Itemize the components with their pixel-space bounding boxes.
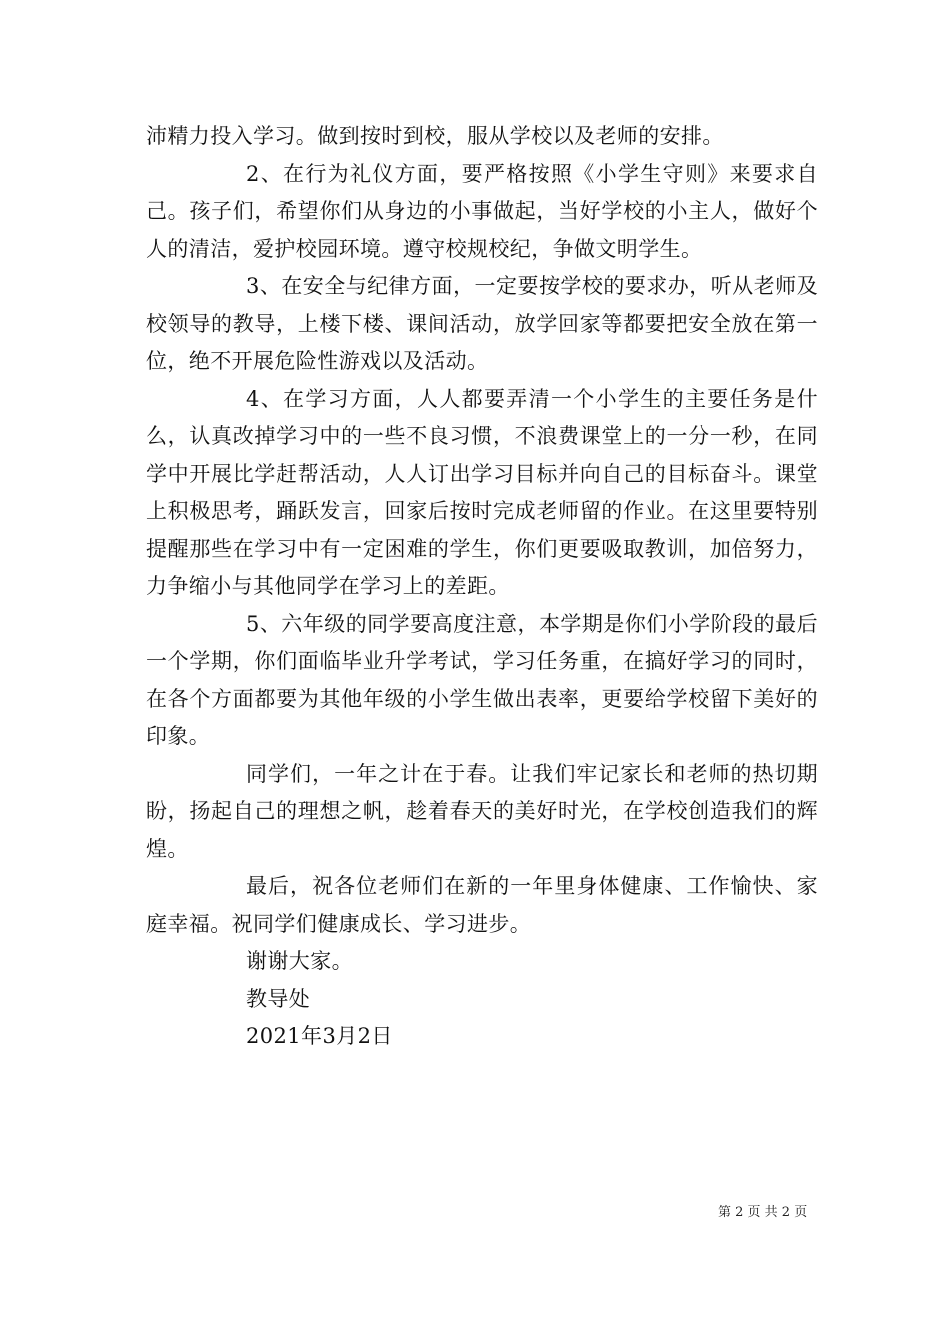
date-line: 2021年3月2日 [246, 1024, 393, 1048]
paragraph-encouragement: 同学们，一年之计在于春。让我们牢记家长和老师的热切期盼，扬起自己的理想之帆，趁着春天的美好时光，在学校创造我们的辉煌。 [146, 761, 818, 861]
closing-line: 谢谢大家。 [246, 949, 353, 973]
page-number-footer: 第 2 页 共 2 页 [718, 1205, 808, 1220]
signature-line: 教导处 [246, 986, 311, 1011]
paragraph-etiquette: 2、在行为礼仪方面，要严格按照《小学生守则》来要求自己。孩子们，希望你们从身边的小事做起，当好学校的小主人，做好个人的清洁，爱护校园环境。遵守校规校纪，争做文明学生。 [146, 161, 818, 261]
paragraph-study: 4、在学习方面，人人都要弄清一个小学生的主要任务是什么，认真改掉学习中的一些不良习惯，不浪费课堂上的一分一秒，在同学中开展比学赶帮活动，人人订出学习目标并向自己的目标奋斗。课堂上积极思考，踊跃发言，回家后按时完成老师留的作业。在这里要特别提醒那些在学习中有一定困难的学生，你们更要吸取教训，加倍努力，力争缩小与其他同学在学习上的差距。 [146, 386, 818, 598]
paragraph-safety: 3、在安全与纪律方面，一定要按学校的要求办，听从老师及校领导的教导，上楼下楼、课间活动，放学回家等都要把安全放在第一位，绝不开展危险性游戏以及活动。 [146, 274, 818, 373]
paragraph-grade-six: 5、六年级的同学要高度注意，本学期是你们小学阶段的最后一个学期，你们面临毕业升学考试，学习任务重，在搞好学习的同时，在各个方面都要为其他年级的小学生做出表率，更要给学校留下美好的印象。 [146, 611, 818, 748]
document-body [146, 118, 818, 1056]
paragraph-continued: 沛精力投入学习。做到按时到校，服从学校以及老师的安排。 [146, 124, 724, 148]
paragraph-wishes: 最后，祝各位老师们在新的一年里身体健康、工作愉快、家庭幸福。祝同学们健康成长、学习进步。 [146, 874, 818, 936]
